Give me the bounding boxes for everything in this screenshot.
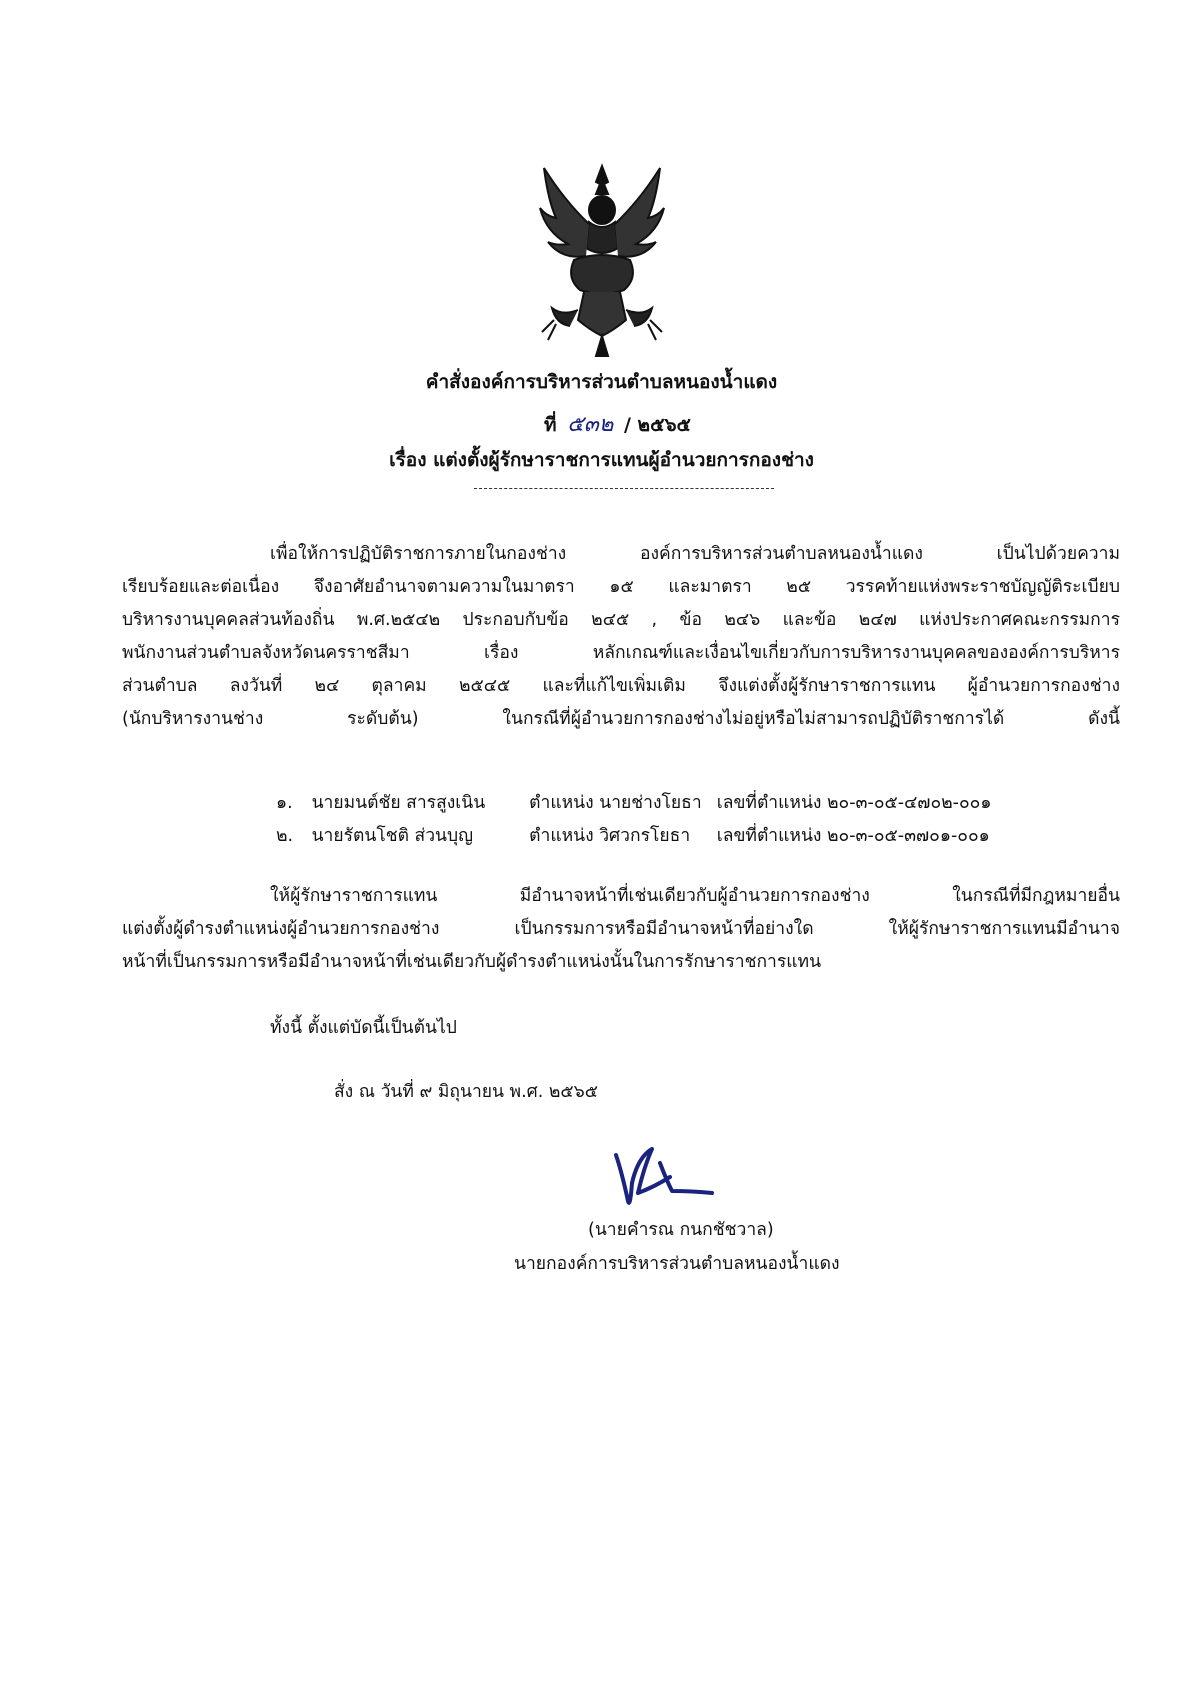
appointee-row xyxy=(276,821,990,849)
paragraph-1-line: บริหารงานบุคคลส่วนท้องถิ่น พ.ศ.๒๕๔๒ ประกอบกับข้อ ๒๔๕ , ข้อ ๒๔๖ และข้อ ๒๔๗ แห่งประกาศคณะกรรมการ xyxy=(122,610,1120,630)
paragraph-1-line: เพื่อให้การปฏิบัติราชการภายในกองช่าง องค์การบริหารส่วนตำบลหนองน้ำแดง เป็นไปด้วยความ xyxy=(270,544,1120,564)
paragraph-1-line: พนักงานส่วนตำบลจังหวัดนครราชสีมา เรื่อง หลักเกณฑ์และเงื่อนไขเกี่ยวกับการบริหารงานบุคคลขององค์การบริหาร xyxy=(122,643,1120,663)
header-separator xyxy=(474,488,774,489)
signer-title: นายกองค์การบริหารส่วนตำบลหนองน้ำแดง xyxy=(514,1254,840,1274)
paragraph-1-line: เรียบร้อยและต่อเนื่อง จึงอาศัยอำนาจตามความในมาตรา ๑๕ และมาตรา ๒๕ วรรคท้ายแห่งพระราชบัญญัติระเบียบ xyxy=(122,577,1120,597)
order-number-year: / ๒๕๖๕ xyxy=(623,414,691,436)
appointee-position-number: เลขที่ตำแหน่ง ๒๐-๓-๐๕-๓๗๐๑-๐๐๑ xyxy=(716,826,990,846)
garuda-emblem-icon xyxy=(534,160,670,360)
paragraph-1-line: (นักบริหารงานช่าง ระดับต้น) ในกรณีที่ผู้อำนวยการกองช่างไม่อยู่หรือไม่สามารถปฏิบัติราชการได้ ดังนี้ xyxy=(122,709,1120,729)
handwritten-signature-icon xyxy=(608,1143,718,1223)
order-date: สั่ง ณ วันที่ ๙ มิถุนายน พ.ศ. ๒๕๖๕ xyxy=(334,1082,599,1102)
appointee-row xyxy=(276,788,991,816)
order-number xyxy=(544,406,691,441)
appointee-position: ตำแหน่ง วิศวกรโยธา xyxy=(529,826,691,846)
paragraph-2 xyxy=(122,880,1120,979)
paragraph-2-line: หน้าที่เป็นกรรมการหรือมีอำนาจหน้าที่เช่นเดียวกับผู้ดำรงตำแหน่งนั้นในการรักษาราชการแทน xyxy=(122,952,822,972)
issuer-title: คำสั่งองค์การบริหารส่วนตำบลหนองน้ำแดง xyxy=(425,371,778,393)
appointee-position: ตำแหน่ง นายช่างโยธา xyxy=(529,793,702,813)
appointee-name: นายมนต์ชัย สารสูงเนิน xyxy=(311,793,486,813)
signer-name: (นายคำรณ กนกชัชวาล) xyxy=(588,1220,774,1240)
appointee-number: ๒. xyxy=(276,826,294,846)
effective-clause: ทั้งนี้ ตั้งแต่บัดนี้เป็นต้นไป xyxy=(270,1018,457,1038)
paragraph-2-line: ให้ผู้รักษาราชการแทน มีอำนาจหน้าที่เช่นเดียวกับผู้อำนวยการกองช่าง ในกรณีที่มีกฎหมายอื่น xyxy=(270,886,1120,906)
appointee-position-number: เลขที่ตำแหน่ง ๒๐-๓-๐๕-๔๗๐๒-๐๐๑ xyxy=(716,793,992,813)
paragraph-1 xyxy=(122,538,1120,736)
appointee-number: ๑. xyxy=(276,793,293,813)
order-number-handwritten: ๕๓๒ xyxy=(567,412,614,437)
subject-line: เรื่อง แต่งตั้งผู้รักษาราชการแทนผู้อำนวยการกองช่าง xyxy=(389,449,814,471)
order-number-prefix: ที่ xyxy=(544,414,557,436)
paragraph-2-line: แต่งตั้งผู้ดำรงตำแหน่งผู้อำนวยการกองช่าง เป็นกรรมการหรือมีอำนาจหน้าที่อย่างใด ให้ผู้รักษาราชการแทนมีอำนาจ xyxy=(122,919,1120,939)
appointee-name: นายรัตนโชติ ส่วนบุญ xyxy=(311,826,474,846)
paragraph-1-line: ส่วนตำบล ลงวันที่ ๒๔ ตุลาคม ๒๕๔๕ และที่แก้ไขเพิ่มเติม จึงแต่งตั้งผู้รักษาราชการแทน ผู้อำนวยการกองช่าง xyxy=(122,676,1120,696)
